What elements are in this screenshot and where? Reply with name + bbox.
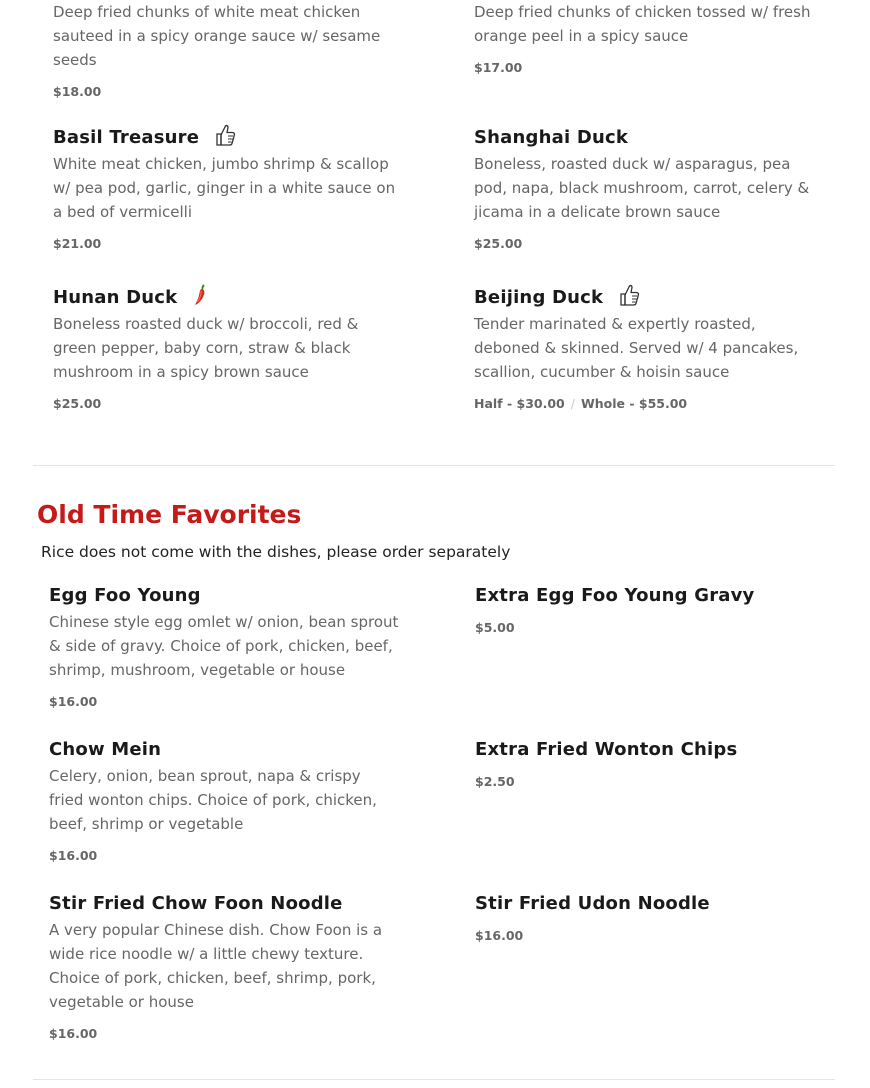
item-title-text: Hunan Duck: [53, 287, 178, 308]
item-description: White meat chicken, jumbo shrimp & scallop w/ pea pod, garlic, ginger in a white sauce on a bed of vermicelli: [53, 155, 396, 221]
menu-item-extra-egg-foo-young-gravy: [475, 584, 825, 640]
item-price: $25.00: [474, 236, 523, 251]
item-price: $2.50: [475, 774, 515, 789]
item-price: $16.00: [49, 1026, 98, 1041]
section-note: Rice does not come with the dishes, please order separately: [41, 543, 511, 561]
item-title-text: Chow Mein: [49, 739, 162, 760]
menu-item-hunan-duck: [53, 286, 405, 416]
price-half: Half - $30.00: [474, 396, 565, 411]
section-divider: [33, 465, 835, 466]
menu-item-orange-peel-chicken: [474, 0, 824, 80]
price-separator: /: [570, 396, 575, 411]
item-description: Chinese style egg omlet w/ onion, bean sprout & side of gravy. Choice of pork, chicken, beef, shrimp, mushroom, vegetable or house: [49, 613, 399, 679]
menu-item-orange-chicken: [53, 0, 405, 104]
item-title-text: Basil Treasure: [53, 127, 200, 148]
item-title: [475, 584, 825, 608]
menu-item-stir-fried-chow-foon-noodle: [49, 892, 389, 1046]
item-title-text: Stir Fried Udon Noodle: [475, 893, 710, 914]
item-title: [49, 738, 394, 762]
item-title: [474, 286, 824, 310]
item-description: Deep fried chunks of white meat chicken sauteed in a spicy orange sauce w/ sesame seeds: [53, 3, 381, 69]
chili-pepper-icon: [191, 282, 215, 306]
thumbs-up-icon: [213, 122, 237, 146]
item-description: Boneless, roasted duck w/ asparagus, pea pod, napa, black mushroom, carrot, celery & jicama in a delicate brown sauce: [474, 155, 810, 221]
item-title-text: Egg Foo Young: [49, 585, 201, 606]
item-title: [53, 126, 408, 150]
menu-item-stir-fried-udon-noodle: [475, 892, 825, 948]
menu-item-extra-fried-wonton-chips: [475, 738, 825, 794]
item-description: A very popular Chinese dish. Chow Foon is a wide rice noodle w/ a little chewy texture. Choice of pork, chicken, beef, shrimp, pork, vegetable or house: [49, 921, 383, 1011]
item-price: $5.00: [475, 620, 515, 635]
item-price: $16.00: [475, 928, 524, 943]
item-title: [475, 738, 825, 762]
item-title: [49, 584, 405, 608]
section-divider: [33, 1079, 835, 1080]
item-title: [475, 892, 825, 916]
item-title: [53, 286, 405, 310]
item-price: [474, 392, 824, 416]
item-description: Boneless roasted duck w/ broccoli, red & green pepper, baby corn, straw & black mushroom in a spicy brown sauce: [53, 315, 359, 381]
item-title-text: Extra Fried Wonton Chips: [475, 739, 738, 760]
price-whole: Whole - $55.00: [580, 396, 688, 411]
item-title-text: Stir Fried Chow Foon Noodle: [49, 893, 343, 914]
section-title: Old Time Favorites: [37, 500, 302, 529]
item-price: $18.00: [53, 84, 102, 99]
menu-item-shanghai-duck: [474, 126, 819, 256]
item-title-text: Shanghai Duck: [474, 127, 629, 148]
menu-item-beijing-duck: [474, 286, 824, 416]
item-title: [49, 892, 389, 916]
thumbs-up-icon: [617, 282, 641, 306]
item-title-text: Beijing Duck: [474, 287, 604, 308]
item-price: $21.00: [53, 236, 102, 251]
item-price: $16.00: [49, 694, 98, 709]
item-description: Celery, onion, bean sprout, napa & crispy fried wonton chips. Choice of pork, chicken, beef, shrimp or vegetable: [49, 767, 377, 833]
menu-item-chow-mein: [49, 738, 394, 868]
item-title: [474, 126, 819, 150]
item-description: Tender marinated & expertly roasted, deboned & skinned. Served w/ 4 pancakes, scallion, cucumber & hoisin sauce: [474, 315, 799, 381]
item-description: Deep fried chunks of chicken tossed w/ fresh orange peel in a spicy sauce: [474, 3, 811, 45]
menu-item-egg-foo-young: [49, 584, 405, 714]
item-title-text: Extra Egg Foo Young Gravy: [475, 585, 755, 606]
item-price: $25.00: [53, 396, 102, 411]
item-price: $17.00: [474, 60, 523, 75]
item-price: $16.00: [49, 848, 98, 863]
menu-item-basil-treasure: [53, 126, 408, 256]
